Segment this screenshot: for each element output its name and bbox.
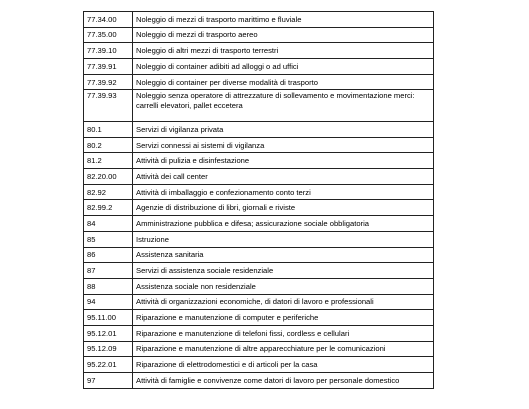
table-row bbox=[84, 278, 434, 294]
table-row bbox=[84, 247, 434, 263]
table-row bbox=[84, 137, 434, 153]
description-cell: Noleggio senza operatore di attrezzature di sollevamento e movimentazione merci: carrelli elevatori, pallet eccetera bbox=[133, 90, 434, 122]
code-cell: 88 bbox=[84, 278, 133, 294]
description-cell: Attività di imballaggio e confezionamento conto terzi bbox=[133, 184, 434, 200]
code-cell: 77.39.10 bbox=[84, 43, 133, 59]
code-cell: 97 bbox=[84, 373, 133, 389]
table-row bbox=[84, 59, 434, 75]
table-row bbox=[84, 184, 434, 200]
table-row bbox=[84, 341, 434, 357]
description-cell: Servizi di vigilanza privata bbox=[133, 122, 434, 138]
description-cell: Attività dei call center bbox=[133, 169, 434, 185]
table-row bbox=[84, 325, 434, 341]
table-row bbox=[84, 310, 434, 326]
description-cell: Attività di organizzazioni economiche, di datori di lavoro e professionali bbox=[133, 294, 434, 310]
table-row bbox=[84, 27, 434, 43]
code-cell: 87 bbox=[84, 263, 133, 279]
description-cell: Riparazione e manutenzione di computer e periferiche bbox=[133, 310, 434, 326]
code-cell: 86 bbox=[84, 247, 133, 263]
description-cell: Riparazione e manutenzione di altre apparecchiature per le comunicazioni bbox=[133, 341, 434, 357]
code-cell: 95.11.00 bbox=[84, 310, 133, 326]
code-cell: 95.12.09 bbox=[84, 341, 133, 357]
table-row bbox=[84, 74, 434, 90]
description-cell: Attività di famiglie e convivenze come datori di lavoro per personale domestico bbox=[133, 373, 434, 389]
description-cell: Assistenza sociale non residenziale bbox=[133, 278, 434, 294]
description-cell: Riparazione di elettrodomestici e di articoli per la casa bbox=[133, 357, 434, 373]
table-row bbox=[84, 122, 434, 138]
description-cell: Noleggio di mezzi di trasporto aereo bbox=[133, 27, 434, 43]
description-cell: Agenzie di distribuzione di libri, giornali e riviste bbox=[133, 200, 434, 216]
code-cell: 84 bbox=[84, 216, 133, 232]
description-cell: Noleggio di container per diverse modalità di trasporto bbox=[133, 74, 434, 90]
description-cell: Amministrazione pubblica e difesa; assicurazione sociale obbligatoria bbox=[133, 216, 434, 232]
table-row bbox=[84, 200, 434, 216]
code-cell: 77.35.00 bbox=[84, 27, 133, 43]
description-cell: Istruzione bbox=[133, 231, 434, 247]
code-cell: 77.39.93 bbox=[84, 90, 133, 122]
code-cell: 85 bbox=[84, 231, 133, 247]
table-row bbox=[84, 373, 434, 389]
ateco-code-table bbox=[83, 11, 434, 389]
table-row bbox=[84, 153, 434, 169]
description-cell: Noleggio di altri mezzi di trasporto terrestri bbox=[133, 43, 434, 59]
table-row bbox=[84, 263, 434, 279]
description-cell: Noleggio di mezzi di trasporto marittimo e fluviale bbox=[133, 12, 434, 28]
table-row bbox=[84, 169, 434, 185]
description-cell: Riparazione e manutenzione di telefoni fissi, cordless e cellulari bbox=[133, 325, 434, 341]
table-row bbox=[84, 357, 434, 373]
code-cell: 95.22.01 bbox=[84, 357, 133, 373]
description-cell: Servizi di assistenza sociale residenziale bbox=[133, 263, 434, 279]
table-row bbox=[84, 90, 434, 122]
code-cell: 77.39.91 bbox=[84, 59, 133, 75]
table-row bbox=[84, 43, 434, 59]
code-cell: 94 bbox=[84, 294, 133, 310]
code-cell: 82.99.2 bbox=[84, 200, 133, 216]
description-cell: Attività di pulizia e disinfestazione bbox=[133, 153, 434, 169]
table-row bbox=[84, 216, 434, 232]
description-cell: Noleggio di container adibiti ad alloggi o ad uffici bbox=[133, 59, 434, 75]
description-cell: Servizi connessi ai sistemi di vigilanza bbox=[133, 137, 434, 153]
code-cell: 95.12.01 bbox=[84, 325, 133, 341]
code-cell: 77.34.00 bbox=[84, 12, 133, 28]
code-cell: 80.1 bbox=[84, 122, 133, 138]
code-cell: 81.2 bbox=[84, 153, 133, 169]
table-row bbox=[84, 231, 434, 247]
table-row bbox=[84, 294, 434, 310]
description-cell: Assistenza sanitaria bbox=[133, 247, 434, 263]
code-cell: 82.20.00 bbox=[84, 169, 133, 185]
code-cell: 77.39.92 bbox=[84, 74, 133, 90]
table-row bbox=[84, 12, 434, 28]
code-cell: 82.92 bbox=[84, 184, 133, 200]
code-cell: 80.2 bbox=[84, 137, 133, 153]
